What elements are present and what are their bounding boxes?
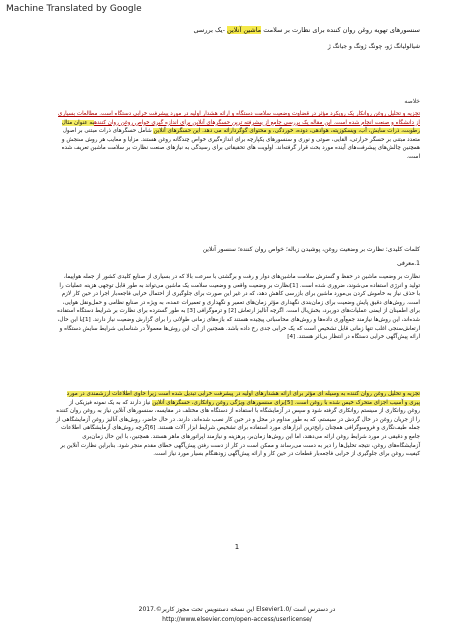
abstract-red-text: تجزیه و تحلیل روغن روانکار یک رویکرد مؤثر در قضاوت وضعیت سلامت دستگاه و ارائه هشدار اولیه در مورد پیشرفت خرابی دستگاه است. مطالعات بسیاری از دانشگاه و صنعت انجام شده است. این مقاله یک بررسی جامع از پیشرفته ترین حسگرهای آنلاین برای اندازه گیری خواص روغن روان کننده [58, 111, 420, 126]
license-footer: 2017.©این نسخه دستنویس تحت مجوز کاربر Elsevierدر دسترس است /1.0 [138, 606, 336, 613]
title-highlight: ماشین آنلاین [227, 26, 262, 34]
page-number: 1 [234, 543, 240, 551]
authors: شیالولیانگ ژو، چونگ ژونگ و جیانگ ژ [327, 43, 420, 50]
paragraph-2-rest: نیاز دارند که به یک نمونه فیزیکی از روغن روانکاری از سیستم روانکاری گرفته شود و سپس در آزمایشگاه با استفاده از دستگاه های مختلف در مقایسه، سنسورهای آنلاین نیاز به روغن روان کننده را از جریان روغن در حال گردش در سیستم، که به طور مداوم در محل و در حین کار نصب شده‌اند، دارند. در حال حاضر، روش‌های آنالیز روغن آزمایشگاهی از جمله طیف‌نگاری و فروسوگرافی همچنان رایج‌ترین ابزارهای مورد استفاده برای تشخیص شرایط ابزار آلات هستند. [6]گرچه روش‌های آزمایشگاهی اطلاعات جامع و دقیقی در مورد شرایط روغن ارائه می‌دهند، اما این روش‌ها زمان‌بر، پرهزینه و نیازمند اپراتورهای ماهر هستند. همچنین، با این حال زمان‌بری آزمایشگاه‌های روغن، نتیجه تحلیل‌ها را دیر به دست می‌رساند و ممکن است در کار از دست رفتن پیش‌آگهی خطای مقدم منجر شود. بنابراین نظارت آنلاین بر کیفیت روغن برای جلوگیری از خرابی فاجعه‌بار قطعات در حین کار و ارائه پیش‌آگهی زودهنگام بسیار مورد نیاز است. [55, 399, 420, 458]
section-heading-introduction: 1.معرفی [396, 260, 420, 267]
license-url[interactable]: http://www.elsevier.com/open-access/userlicense/ [162, 616, 312, 623]
abstract-body [56, 110, 420, 162]
introduction-paragraph-2 [56, 390, 420, 459]
paper-title [40, 26, 420, 35]
title-part1: سنسورهای تهویه روغن روان کننده برای نظارت بر سلامت [261, 26, 420, 34]
keywords: کلمات کلیدی: نظارت بر وضعیت روغن، پوشیدن زباله؛ خواص روان کننده؛ سنسور آنلاین [202, 246, 420, 253]
abstract-rest-text: شامل حسگرهای ذرات مبتنی بر اصول متعدد مبتنی بر حسگر حرارتی، القایی، صوتی و نوری و سنسورهای یکپارچه برای اندازه‌گیری خواص چندگانه روغن هستند. مزایا و معایب هر روش سنجش و همچنین چالش‌های پیشرفت‌های آینده مورد بحث قرار گرفته‌اند. اولویت های تحقیقاتی برای رسیدگی به نیازهای صنعت نظارت بر سلامت ماشین تعریف شده است. [61, 128, 420, 160]
paragraph-2-highlight: تجزیه و تحلیل روغن روان کننده به وسیله ای مؤثر برای ارائه هشدارهای اولیه در پیشرفت خرابی تبدیل شده است زیرا حاوی اطلاعات ارزشمندی در مورد پیری و آسیب اجزای متحرک خیس شده با روغن است. [5]برای سنسورهای ویژگی روغن روانکاری، حسگرهای آنلاین [66, 391, 420, 406]
abstract-heading: خلاصه [404, 98, 420, 105]
abstract-highlight-text: به عنوان مثال رطوبت، ذرات سایش، آب، ویسکوزیته، هوادهی، دوده، خوردگی، و محتوای گوگردارائه می دهد. این حسگرهای آنلاین [61, 119, 420, 135]
machine-translated-banner: Machine Translated by Google [6, 4, 142, 14]
introduction-paragraph-1: نظارت بر وضعیت ماشین در حفظ و گسترش سلامت ماشین‌های دوار و رفت و برگشتی با سرعت بالا که در بسیاری از صنایع کلیدی کشور از جمله هواپیما، تولید و انرژی استفاده می‌شوند، ضروری شده است. [1]نظارت بر وضعیت واقعی و وضعیت سلامت یک ماشین می‌تواند به طور قابل توجهی هزینه عملیات را با حذف نیاز به خاموش کردن بی‌مورد ماشین برای بازرسی کاهش دهد، که در غیر این صورت برای جلوگیری از احتمال خرابی فاجعه‌بار اجرا در حین کار لازم است. روش‌های دقیق پایش وضعیت برای زمان‌بندی نگهداری مؤثر زمان‌های تعمیر و نگهداری و تعمیرات عمده، به ویژه در صنایع نظامی و حمل‌ونقل هوایی، برای اطمینان از ایمنی عملیات‌های دوربرد، بخش‌بال است. اگرچه آنالیز ارتعاش [2] و ترموگرافی [3] به طور گسترده برای نظارت بر شرایط دستگاه استفاده شده‌اند، این روش‌ها نیازمند جمع‌آوری داده‌ها و روش‌های محاسباتی پیچیده هستند که بازه‌های زمانی طولانی را برای گزارش وضعیت نیاز دارند. [1]با این حال، ارتعاش‌سنجی اغلب تنها زمانی قابل تشخیص است که یک خرابی جدی رخ داده باشد. همچنین از آن، این روش‌ها معمولاً در شناسایی شرایط سایش دستگاه و ارائه پیش‌آگهی خرابی دستگاه در انتظار بی‌اثر هستند. [4] [57, 274, 420, 341]
title-part2: -یک بررسی [193, 26, 228, 34]
